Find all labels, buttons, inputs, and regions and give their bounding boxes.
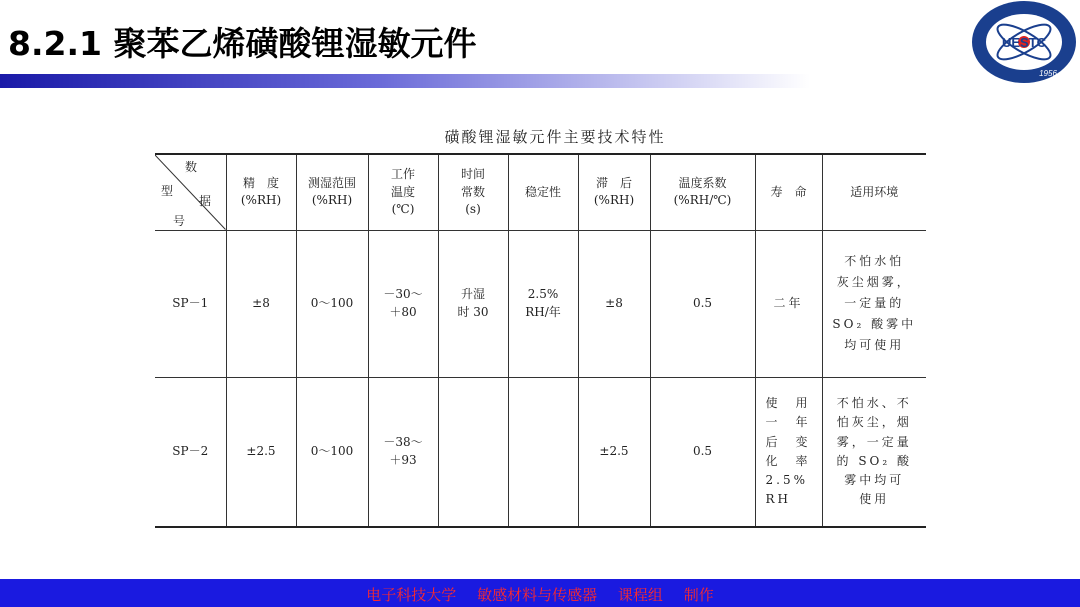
header-hysteresis: 滞 后 (%RH) bbox=[578, 154, 650, 230]
header-life: 寿 命 bbox=[755, 154, 822, 230]
slide-title: 8.2.1 聚苯乙烯磺酸锂湿敏元件 bbox=[8, 24, 477, 63]
cell-time-constant: 升湿 时 30 bbox=[438, 230, 508, 377]
cell-hysteresis: ±8 bbox=[578, 230, 650, 377]
header-time-constant: 时间 常数 (s) bbox=[438, 154, 508, 230]
cell-stability: 2.5% RH/年 bbox=[508, 230, 578, 377]
cell-range: 0～100 bbox=[296, 230, 368, 377]
spec-table-container bbox=[155, 153, 926, 526]
cell-time-constant bbox=[438, 377, 508, 527]
corner-header-cell bbox=[155, 154, 226, 230]
title-underline-bar bbox=[0, 74, 1080, 88]
header-environment: 适用环境 bbox=[822, 154, 926, 230]
cell-temp-coef: 0.5 bbox=[650, 230, 755, 377]
cell-accuracy: ±8 bbox=[226, 230, 296, 377]
table-row bbox=[155, 230, 926, 377]
cell-hysteresis: ±2.5 bbox=[578, 377, 650, 527]
uestc-logo bbox=[968, 0, 1078, 86]
footer-course: 敏感材料与传感器 bbox=[477, 586, 598, 604]
cell-accuracy: ±2.5 bbox=[226, 377, 296, 527]
cell-range: 0～100 bbox=[296, 377, 368, 527]
table-row bbox=[155, 377, 926, 527]
corner-left-text: 型 bbox=[161, 184, 174, 198]
footer-group: 课程组 bbox=[617, 586, 663, 604]
header-range: 测湿范围 (%RH) bbox=[296, 154, 368, 230]
logo-text: UESTC bbox=[1001, 35, 1047, 50]
table-header-row bbox=[155, 154, 926, 230]
header-work-temp: 工作 温度 (℃) bbox=[368, 154, 438, 230]
cell-temp-coef: 0.5 bbox=[650, 377, 755, 527]
cell-temp: －30～ ＋80 bbox=[368, 230, 438, 377]
footer-text bbox=[0, 584, 1080, 605]
table-caption: 磺酸锂湿敏元件主要技术特性 bbox=[444, 128, 666, 146]
cell-life: 使 用 一 年 后 变 化 率 2.5% RH bbox=[755, 377, 822, 527]
footer-school: 电子科技大学 bbox=[366, 586, 457, 604]
cell-environment: 不怕水、不 怕灰尘，烟 雾，一定量 的 SO₂ 酸 雾中均可 使用 bbox=[822, 377, 926, 527]
spec-table bbox=[155, 153, 926, 528]
header-temp-coef: 温度系数 (%RH/℃) bbox=[650, 154, 755, 230]
cell-stability bbox=[508, 377, 578, 527]
cell-life: 二年 bbox=[755, 230, 822, 377]
header-accuracy: 精 度 (%RH) bbox=[226, 154, 296, 230]
cell-environment: 不怕水怕 灰尘烟雾， 一定量的 SO₂ 酸雾中 均可使用 bbox=[822, 230, 926, 377]
cell-temp: －38～ ＋93 bbox=[368, 377, 438, 527]
footer-made: 制作 bbox=[683, 586, 714, 604]
cell-model: SP－1 bbox=[155, 230, 226, 377]
logo-year: 1956 bbox=[1039, 69, 1057, 78]
header-stability: 稳定性 bbox=[508, 154, 578, 230]
corner-top-text: 数 bbox=[185, 160, 198, 174]
cell-model: SP－2 bbox=[155, 377, 226, 527]
corner-bottom-text: 号 bbox=[173, 214, 186, 228]
corner-right-text: 据 bbox=[199, 194, 212, 208]
